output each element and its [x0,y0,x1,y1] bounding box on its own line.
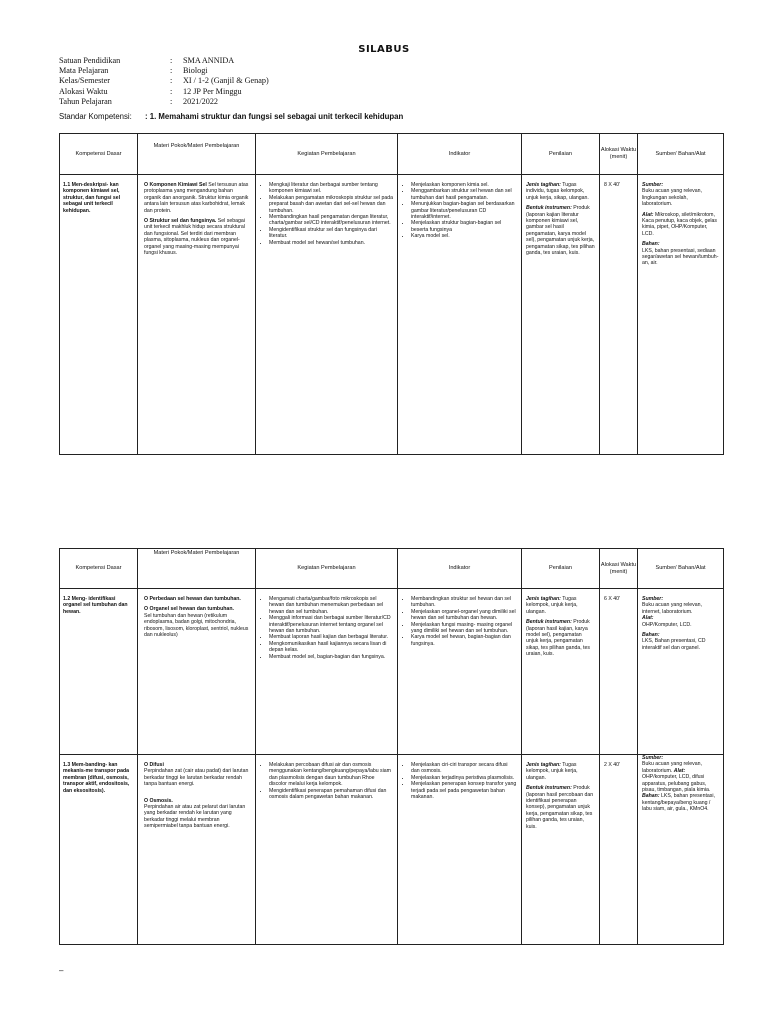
header-materi: Materi Pokok/Materi Pembelajaran [138,549,256,589]
info-sep: : [170,76,173,86]
materi-head: O Perbedaan sel hewan dan tumbuhan. [144,596,241,602]
jenis-label: Jenis tagihan: [526,182,561,188]
info-row [59,76,269,86]
penilaian-bentuk [526,619,595,657]
indikator-item: • Karya model sel hewan, bagian-bagian dan fungsinya. [411,634,517,647]
indikator-item: • Menjelaskan struktur bagian-bagian sel beserta fungsinya [411,220,517,233]
header-kegiatan: Kegiatan Pembelajaran [256,549,398,589]
bentuk-label: Bentuk instrumen: [526,205,572,212]
table-row [60,755,724,945]
materi-cell [138,175,256,455]
sumber-cell [638,755,724,945]
sumber-text: Mikroskop, silet/mikrotom, Kaca penutup, kaca objek, gelas kimia, pipet, OHP/Komputer, LCD. [642,211,717,237]
header-sumber: Sumber/ Bahan/Alat [638,549,724,589]
materi-item [144,596,251,602]
kegiatan-cell [256,589,398,755]
sumber-item [642,632,719,651]
indikator-item: • Membandingkan struktur sel hewan dan sel tumbuhan. [411,596,517,609]
materi-head: O Difusi [144,762,164,768]
jenis-text: Tugas kelompok, unjuk kerja, ulangan. [526,762,578,781]
indikator-cell [398,589,522,755]
bentuk-label: Bentuk instrumen: [526,619,572,626]
sumber-label: Bahan: [642,793,660,800]
sumber-item [642,241,719,267]
sumber-text: OHP/komputer, LCD, difusi apparatus, pelubang gabus, pisau, timbangan, piala kimia. [642,774,711,794]
penilaian-jenis [526,182,595,201]
info-value: XI / 1-2 (Ganjil & Genap) [183,76,269,86]
kegiatan-item: • Membandingkan hasil pengamatan dengan literatur, charta/gambar sel/CD interaktif/penelusuran internet. [269,214,393,227]
materi-item [144,182,251,214]
header-alokasi: Alokasi Waktu (menit) [600,134,638,175]
info-row [59,97,269,107]
sumber-label: Sumber: [642,596,664,602]
indikator-item: • Menjelaskan terjadinya peristiwa plasmolisis. [411,775,517,781]
sumber-label: Alat: [673,767,686,774]
info-value: SMA ANNIDA [183,56,235,65]
indikator-item: • Menjelaskan komponen kimia sel. [411,182,517,188]
sumber-label: Bahan: [642,632,660,639]
materi-head: O Osmosis. [144,797,173,804]
materi-text: Sel tersusun atas protoplasma yang mengandung bahan organik dan anorganik. Struktur kimia organik antara lain tersusun atas karbohidrat, lemak dan protein. [144,182,249,214]
sumber-item [642,793,719,812]
materi-head: O Struktur sel dan fungsinya. [144,218,217,225]
header-penilaian: Penilaian [522,549,600,589]
indikator-item: • Karya model sel. [411,233,517,239]
header-sumber: Sumber/ Bahan/Alat [638,134,724,175]
kegiatan-item: • Mengidentifikasi struktur sel dan fungsinya dari literatur. [269,227,393,240]
penilaian-cell [522,755,600,945]
jenis-text: Tugas individu, tugas kelompok, unjuk kerja, sikap, ulangan. [526,182,589,201]
syllabus-table-1 [59,133,724,455]
materi-text: Sel tumbuhan dan hewan (retikulum endoplasma, badan golgi, mitochondria, ribosom, lisosom, kloroplast, sentriol, nukleus dan nukleolus) [144,612,249,639]
sumber-text: LKS, bahan presentasi, sediaan segar/awetan sel hewan/tumbuh-an, air. [642,247,719,267]
sumber-cell [638,175,724,455]
kegiatan-cell [256,175,398,455]
materi-head: O Organel sel hewan dan tumbuhan. [144,606,234,613]
bentuk-text: Produk (laporan hasil percobaan dan identifikasi penerapan konsep), pengamatan unjuk kerja, pengamatan sikap, tes pilihan ganda, tes uraian, kuis. [526,785,594,830]
materi-text: Perpindahan air atau zat pelarut dari larutan yang berkadar rendah ke larutan yang berkadar tinggi melalui membran semipermiabel tanpa bantuan energi. [144,804,246,830]
sumber-item [642,182,719,208]
header-row [60,134,724,175]
sumber-label: Alat: [642,211,654,218]
kd-text: 1.1 Men-deskripsi- kan komponen kimiawi sel, struktur, dan fungsi sel sebagai unit terkecil kehidupan. [63,182,121,214]
info-value: 2021/2022 [183,96,219,106]
info-key: Satuan Pendidikan [59,56,121,65]
info-key: Kelas/Semester [59,76,110,86]
sumber-text: Buku acuan yang relevan, internet, laboratorium. [642,602,702,615]
sumber-cell [638,589,724,755]
header-alokasi: Alokasi Waktu (menit) [600,549,638,589]
materi-cell [138,755,256,945]
alokasi-cell [600,589,638,755]
info-row [59,56,269,66]
penilaian-jenis [526,762,595,781]
info-block [59,56,269,107]
sumber-item [642,755,719,793]
table-row [60,589,724,755]
header-kegiatan: Kegiatan Pembelajaran [256,134,398,175]
indikator-item: • Menjelaskan organel-organel yang dimiliki sel hewan dan sel tumbuhan dan hewan. [411,609,517,622]
kd-cell [60,755,138,945]
info-sep: : [170,96,173,106]
info-sep: : [170,86,173,96]
kegiatan-item: • Mengidentifikasi penerapan pemahaman difusi dan osmosis dalam pengawetan bahan makanan. [269,788,393,801]
penilaian-jenis [526,596,595,615]
sumber-text: LKS, bahan presentasi, kentang/bepaya/beng kuang / labu siam, air, gula., KMnO4. [642,793,715,813]
info-sep: : [170,56,173,65]
info-key: Tahun Pelajaran [59,96,112,106]
footer-mark: – [59,966,64,975]
kd-cell [60,589,138,755]
page-title: SILABUS [358,44,410,55]
materi-item [144,218,251,256]
sumber-item [642,212,719,238]
kegiatan-cell [256,755,398,945]
bentuk-label: Bentuk instrumen: [526,785,572,792]
sumber-item [642,596,719,615]
kd-text: 1.3 Mem-banding- kan mekanis-me transpor pada membran (difusi, osmosis, transpor aktif, endositosis, dan eksositosis). [63,762,130,794]
header-row [60,549,724,589]
penilaian-bentuk [526,205,595,256]
kegiatan-item: • Melakukan percobaan difusi air dan osmosis menggunakan kentang/bengkuang/pepaya/labu siam dan plasmolisis dengan daun tumbuhan Rhoe discolor melalui kerja kelompok. [269,762,393,788]
standar-kompetensi [59,112,403,121]
materi-text: Sel sebagai unit terkecil makhluk hidup secara struktural dan fungsional. Sel terdiri dari membran plasma, sitoplasma, nukleus dan organel-organel yang masing-masing mempunyai fungsi khusus. [144,218,245,257]
header-kd: Kompetensi Dasar [60,134,138,175]
materi-item [144,606,251,638]
jenis-label: Jenis tagihan: [526,762,561,768]
alokasi-text: 6 X 40' [604,596,620,602]
kegiatan-item: • Mengkaji literatur dan berbagai sumber tentang komponen kimiawi sel. [269,182,393,195]
jenis-text: Tugas kelompok, unjuk kerja, ulangan. [526,596,578,615]
bentuk-text: Produk (laporan kajian literatur komponen kimiawi sel, gambar sel hasil pengamatan, karya model sel), pengamatan unjuk kerja, pengamatan sikap, tes pilihan ganda, tes uraian, kuis. [526,205,595,257]
materi-head: O Komponen Kimiawi Sel [144,182,207,188]
indikator-cell [398,755,522,945]
penilaian-cell [522,175,600,455]
header-indikator: Indikator [398,549,522,589]
materi-item [144,762,251,788]
info-row [59,66,269,76]
materi-cell [138,589,256,755]
sumber-label: Sumber: [642,755,664,761]
alokasi-cell [600,755,638,945]
info-sep: : [170,66,173,76]
jenis-label: Jenis tagihan: [526,596,561,602]
penilaian-bentuk [526,785,595,830]
materi-text: Perpindahan zat (cair atau padat) dari larutan berkadar tinggi ke larutan berkadar rendah tanpa bantuan energi. [144,768,249,788]
sumber-text: LKS, Bahan presentasi, CD interaktif sel dan organel. [642,638,706,651]
info-row [59,87,269,97]
kegiatan-item: • Menggali informasi dan berbagai sumber literatur/CD interaktif/penelusuran internet tentang organel sel hewan dan tumbuhan. [269,615,393,634]
alokasi-text: 2 X 40' [604,762,620,768]
materi-item [144,798,251,830]
sumber-item [642,615,719,628]
indikator-item: • Menggambarkan struktur sel hewan dan sel tumbuhan dari hasil pengamatan. [411,188,517,201]
indikator-item: • Menunjukkan bagian-bagian sel berdasarkan gambar literatur/penelusuran CD interaktif/internet. [411,201,517,220]
sumber-label: Alat: [642,615,654,622]
standar-value: : 1. Memahami struktur dan fungsi sel sebagai unit terkecil kehidupan [145,112,404,121]
indikator-item: • Menjelaskan penerapan konsep transfor yang terjadi pada sel pada pengawetan bahan makanan. [411,781,517,800]
penilaian-cell [522,589,600,755]
table-row [60,175,724,455]
info-key: Mata Pelajaran [59,66,109,76]
alokasi-text: 8 X 40' [604,182,620,188]
kd-cell [60,175,138,455]
kegiatan-item: • Membuat model sel hewan/sel tumbuhan. [269,240,393,246]
kegiatan-item: • Melakukan pengamatan mikroskopis struktur sel pada preparat basah dan awetan dari sel-sel hewan dan tumbuhan. [269,195,393,214]
bentuk-text: Produk (laporan hasil kajian, karya model sel), pengamatan unjuk kerja, pengamatan sikap, tes pilihan ganda, tes uraian, kuis. [526,619,591,658]
kegiatan-item: • Mengkomunikasikan hasil kajiannya secara lisan di depan kelas. [269,641,393,654]
header-materi: Materi Pokok/Materi Pembelajaran [138,134,256,175]
header-indikator: Indikator [398,134,522,175]
kegiatan-item: • Mengamati charta/gambar/foto mikroskopis sel hewan dan tumbuhan menemukan perbedaan sel hewan dan sel tumbuhan. [269,596,393,615]
sumber-text: Buku acuan yang relevan, lingkungan sekolah, laboratorium. [642,188,702,208]
info-key: Alokasi Waktu [59,86,108,96]
indikator-cell [398,175,522,455]
indikator-item: • Menjelaskan ciri-ciri transpor secara difusi dan osmosis. [411,762,517,775]
kegiatan-item: • Membuat model sel, bagian-bagian dan fungsinya. [269,654,393,660]
standar-label: Standar Kompetensi: [59,112,132,121]
syllabus-table-2 [59,548,724,945]
sumber-text: Buku acuan yang relevan, laboratorium. [642,761,702,774]
sumber-text: OHP/Komputer, LCD. [642,621,692,628]
sumber-label: Sumber: [642,182,664,188]
kd-text: 1.2 Meng- identifikasi organel sel tumbuhan dan hewan. [63,596,128,615]
header-penilaian: Penilaian [522,134,600,175]
header-kd: Kompetensi Dasar [60,549,138,589]
indikator-item: • Menjelaskan fungsi masing- masing organel yang dimiliki sel hewan dan sel tumbuhan. [411,622,517,635]
alokasi-cell [600,175,638,455]
info-value: Biologi [183,66,208,76]
kegiatan-item: • Membuat laporan hasil kajian dan berbagai literatur. [269,634,393,640]
sumber-label: Bahan: [642,241,660,248]
info-value: 12 JP Per Minggu [183,86,242,96]
